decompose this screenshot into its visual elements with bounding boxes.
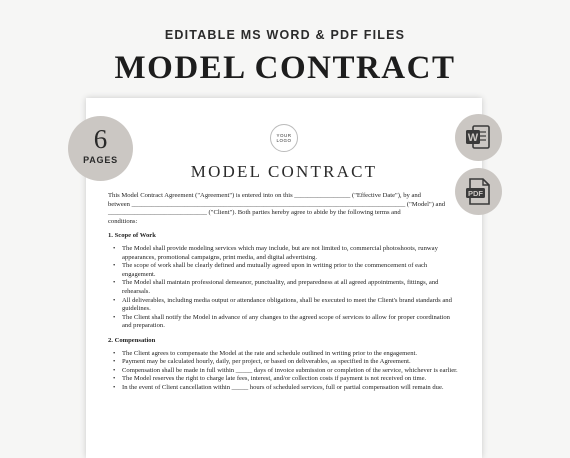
- intro-paragraph: [108, 192, 460, 226]
- page-count: 6: [93, 124, 108, 154]
- banner-title: MODEL CONTRACT: [114, 50, 456, 86]
- document-body: [108, 192, 460, 398]
- pdf-icon-graphic: [455, 168, 502, 215]
- pdf-icon: [455, 168, 502, 215]
- logo-line-1: YOUR: [276, 133, 292, 138]
- pdf-label: PDF: [468, 189, 483, 198]
- list-item: • The scope of work shall be clearly defined and mutually agreed upon in writing prior to the commencement of each engagement.: [108, 262, 460, 279]
- list-item: • The Client agrees to compensate the Model at the rate and schedule outlined in writing prior to the engagement.: [108, 350, 460, 359]
- word-icon: [455, 114, 502, 161]
- list-item: • The Model shall maintain professional demeanor, punctuality, and preparedness at all agreed appointments, fittings, and rehearsals.: [108, 279, 460, 296]
- product-banner: [0, 0, 570, 95]
- banner-subtitle: EDITABLE MS WORD & PDF FILES: [164, 28, 406, 42]
- page-count-label: PAGES: [83, 155, 118, 165]
- list-item: • The Model shall provide modeling services which may include, but are not limited to, commercial photoshoots, runway appearances, promotional campaigns, print media, and digital advertising.: [108, 245, 460, 262]
- list-item: • Compensation shall be made in full within _____ days of invoice submission or completion of the service, whichever is earlier.: [108, 367, 460, 376]
- list-item: • The Model reserves the right to charge late fees, interest, and/or collection costs if payment is not received on time.: [108, 375, 460, 384]
- word-letter: W: [467, 132, 479, 144]
- list-item: • Payment may be calculated hourly, daily, per project, or based on deliverables, as specified in the Agreement.: [108, 358, 460, 367]
- logo-line-2: LOGO: [276, 138, 292, 143]
- intro-line: This Model Contract Agreement ("Agreement") is entered into on this _________________ ("Effective Date"), by and: [108, 192, 421, 199]
- intro-line: between ___________________________________________________________________________________ ("Model") and: [108, 200, 446, 208]
- list-item: • All deliverables, including media output or attendance obligations, shall be executed to meet the Client's brand standards and guidelines.: [108, 297, 460, 314]
- document-preview: [86, 98, 482, 458]
- list-item: • In the event of Client cancellation within _____ hours of scheduled services, full or partial compensation will remain due.: [108, 384, 460, 393]
- section-heading-compensation: 2. Compensation: [108, 336, 156, 344]
- word-icon-graphic: [455, 114, 502, 161]
- compensation-list: [108, 350, 460, 393]
- document-title: MODEL CONTRACT: [190, 162, 378, 181]
- page-count-badge: [68, 116, 133, 181]
- intro-line: conditions:: [108, 217, 138, 225]
- section-heading-scope: 1. Scope of Work: [108, 232, 156, 240]
- list-item: • The Client shall notify the Model in advance of any changes to the agreed scope of services to allow for proper coordination and preparation.: [108, 314, 460, 331]
- scope-list: [108, 245, 460, 331]
- intro-line: ______________________________ ("Client"). Both parties hereby agree to abide by the following terms and: [108, 209, 401, 217]
- logo-placeholder: [270, 124, 298, 152]
